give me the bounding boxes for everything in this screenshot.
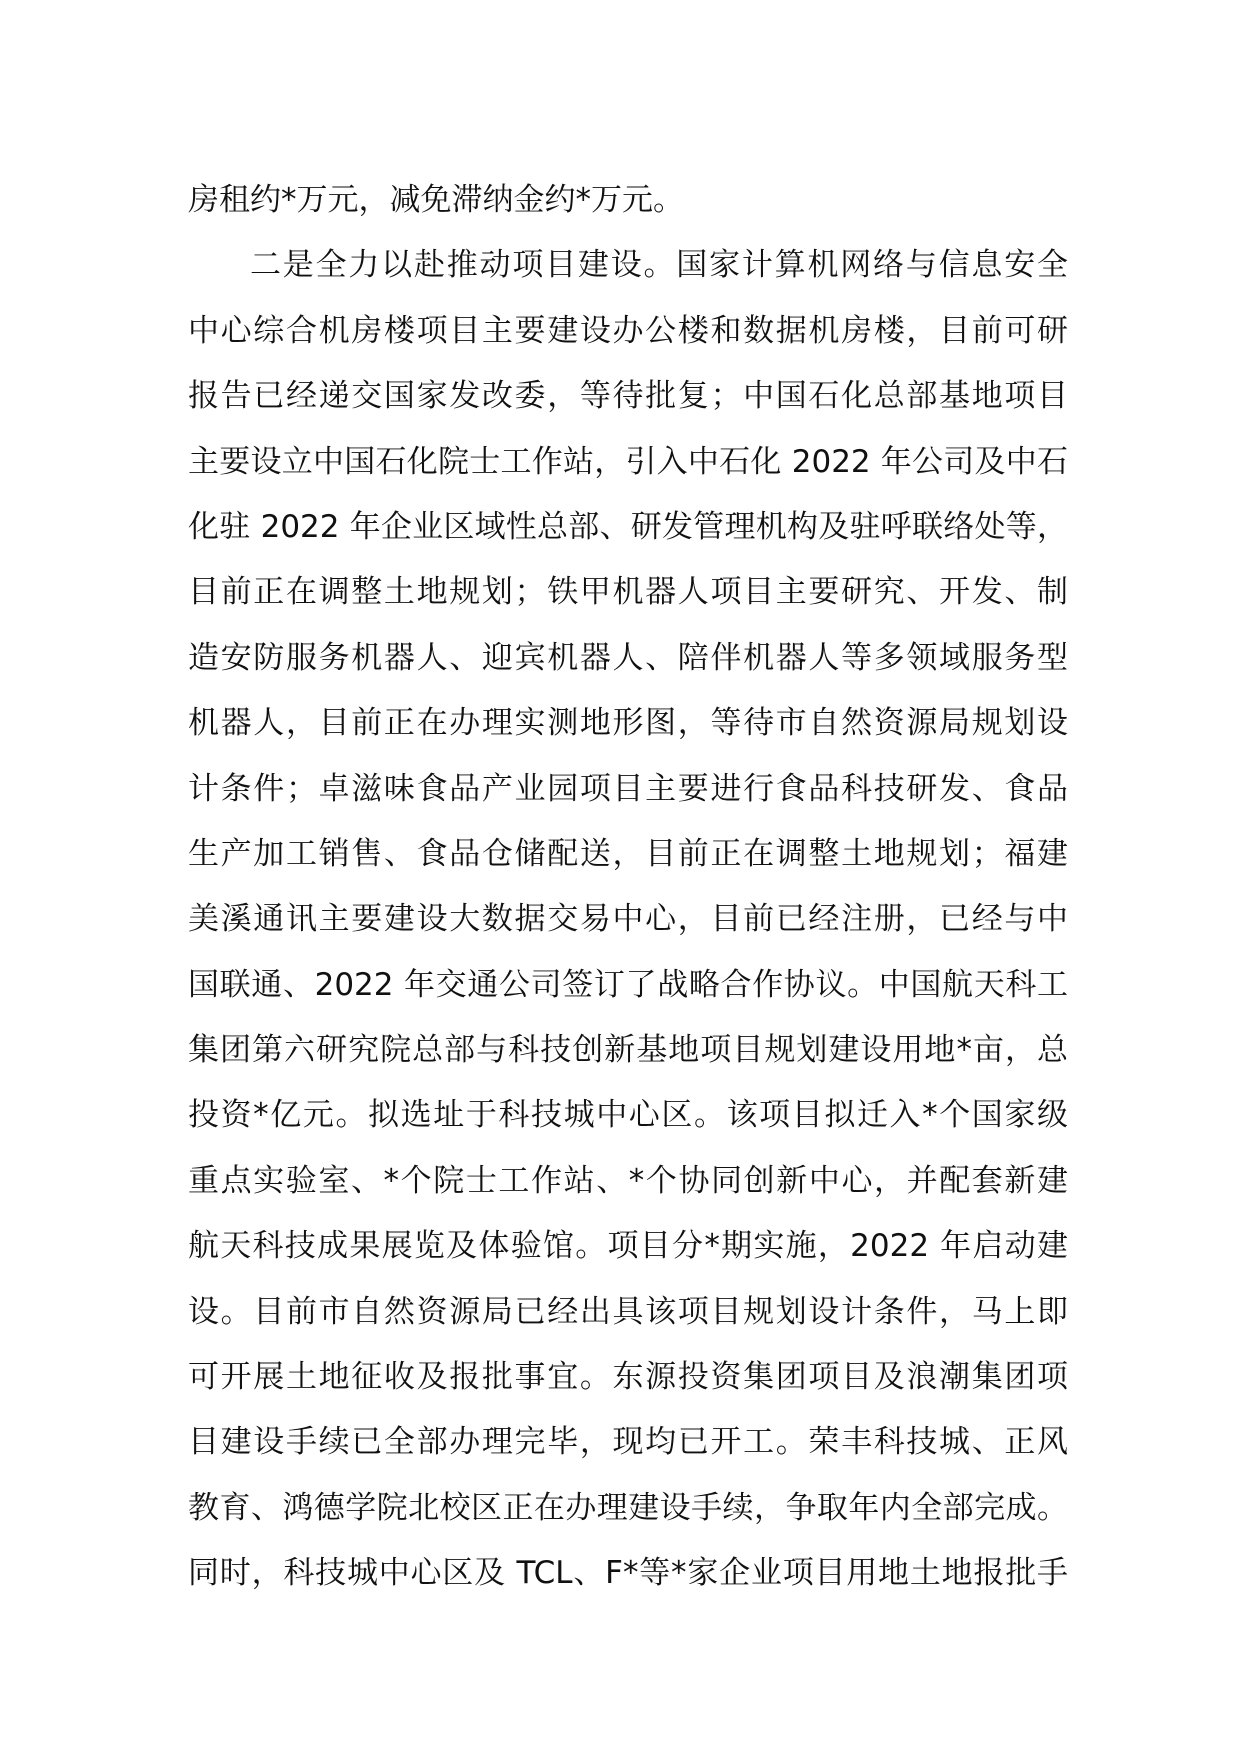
paragraph-first-line: 二是全力以赴推动项目建设。国家计算机网络与信息安全 [250, 247, 1068, 284]
text-line: 生产加工销售、食品仓储配送，目前正在调整土地规划；福建 [188, 835, 1068, 872]
text-line: 可开展土地征收及报批事宜。东源投资集团项目及浪潮集团项 [188, 1359, 1068, 1396]
text-line: 目建设手续已全部办理完毕，现均已开工。荣丰科技城、正风 [188, 1424, 1068, 1461]
text-line: 机器人，目前正在办理实测地形图，等待市自然资源局规划设 [188, 705, 1068, 742]
text-line: 目前正在调整土地规划；铁甲机器人项目主要研究、开发、制 [188, 574, 1068, 611]
text-line: 化驻 2022 年企业区域性总部、研发管理机构及驻呼联络处等， [188, 508, 1068, 545]
text-line: 造安防服务机器人、迎宾机器人、陪伴机器人等多领域服务型 [188, 639, 1068, 676]
text-line: 投资*亿元。拟选址于科技城中心区。该项目拟迁入*个国家级 [188, 1097, 1068, 1134]
text-line: 中心综合机房楼项目主要建设办公楼和数据机房楼，目前可研 [188, 312, 1068, 349]
text-line: 主要设立中国石化院士工作站，引入中石化 2022 年公司及中石 [188, 443, 1068, 480]
text-line: 同时，科技城中心区及 TCL、F*等*家企业项目用地土地报批手 [188, 1555, 1068, 1592]
text-line: 美溪通讯主要建设大数据交易中心，目前已经注册，已经与中 [188, 901, 1068, 938]
text-line: 集团第六研究院总部与科技创新基地项目规划建设用地*亩，总 [188, 1032, 1068, 1069]
text-line: 报告已经递交国家发改委，等待批复；中国石化总部基地项目 [188, 378, 1068, 415]
body-text [188, 168, 1068, 1607]
text-line: 设。目前市自然资源局已经出具该项目规划设计条件，马上即 [188, 1293, 1068, 1330]
text-line: 航天科技成果展览及体验馆。项目分*期实施，2022 年启动建 [188, 1228, 1068, 1265]
text-line: 房租约*万元，减免滞纳金约*万元。 [188, 182, 684, 218]
text-line: 计条件；卓滋味食品产业园项目主要进行食品科技研发、食品 [188, 770, 1068, 807]
text-line: 教育、鸿德学院北校区正在办理建设手续，争取年内全部完成。 [188, 1489, 1068, 1526]
text-line: 重点实验室、*个院士工作站、*个协同创新中心，并配套新建 [188, 1162, 1068, 1199]
text-line: 国联通、2022 年交通公司签订了战略合作协议。中国航天科工 [188, 966, 1068, 1003]
